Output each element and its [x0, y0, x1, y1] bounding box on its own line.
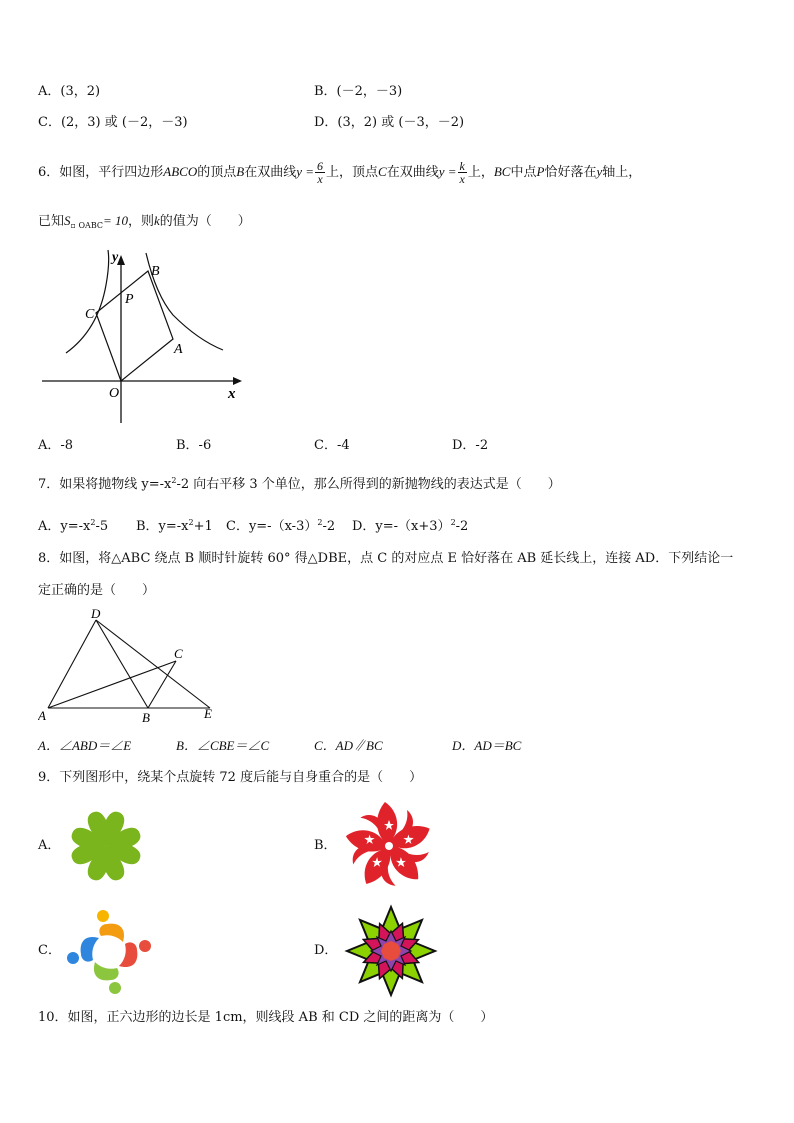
- bauhinia-flower-icon: [340, 798, 438, 892]
- fig6-label-a: A: [174, 342, 183, 357]
- q9-option-d-label: D．: [314, 943, 338, 958]
- q9-option-c-label: C．: [38, 943, 61, 958]
- q6-figure: [38, 245, 260, 423]
- q6-option-b: B．-6: [176, 438, 212, 453]
- q6-eq2-lhs: y =: [438, 164, 457, 179]
- q9-option-a-label: A．: [38, 838, 61, 853]
- q6-text: 轴上，: [602, 165, 642, 180]
- q5-option-b: B．(－2，－3): [314, 84, 403, 99]
- q7-option-c: C．$y=-(x-3)^2-2$: [226, 518, 336, 534]
- q6-fraction-6-over-x: $\frac{6}{x}$: [317, 159, 324, 186]
- q8-option-d: D．AD＝BC: [452, 738, 522, 753]
- q6-text: 6．如图，平行四边形: [38, 165, 164, 180]
- q6-text: 的值为（ ）: [159, 214, 251, 229]
- q6-option-a: A．-8: [38, 438, 74, 453]
- fig6-label-p: P: [125, 292, 134, 307]
- q6-text: 的顶点: [197, 165, 237, 180]
- q9-stem: 9．下列图形中，绕某个点旋转 72 度后能与自身重合的是（ ）: [38, 770, 423, 785]
- fig8-label-e: E: [204, 706, 212, 721]
- q10-stem: 10．如图，正六边形的边长是 1cm，则线段 AB 和 CD 之间的距离为（ ）: [38, 1010, 494, 1025]
- q6-stem-line1: [38, 160, 641, 185]
- q6-var-bc: BC: [493, 164, 511, 179]
- q6-option-d: D．-2: [452, 438, 489, 453]
- q6-var-b: B: [236, 164, 245, 179]
- q6-fraction-k-over-x: $\frac{k}{x}$: [459, 159, 465, 186]
- fig6-label-o: O: [109, 386, 120, 401]
- four-leaf-clover-icon: [62, 806, 152, 888]
- q7-stem: 7．如果将抛物线 $y=-x^2-2$ 向右平移 3 个单位，那么所得到的新抛物线的表达式是（ ）: [38, 476, 561, 492]
- fig8-label-b: B: [142, 710, 150, 725]
- q6-var-y: y: [596, 164, 603, 179]
- q7-option-a: A．$y=-x^2-5$: [38, 518, 109, 534]
- fig6-label-x: x: [228, 386, 236, 402]
- q5-option-c: C．(2，3) 或 (－2，－3): [38, 115, 188, 130]
- q8-figure: [38, 606, 218, 726]
- q5-option-a: A．(3，2): [38, 84, 101, 99]
- q6-text: 上，顶点: [326, 165, 379, 180]
- q6-var-p: P: [536, 164, 545, 179]
- q6-text: 上，: [467, 165, 494, 180]
- q9-option-b-label: B．: [314, 838, 337, 853]
- q6-text: 中点: [510, 165, 537, 180]
- q6-text: 恰好落在: [544, 165, 597, 180]
- q6-area-subscript: ▫ OABC: [70, 221, 103, 230]
- q8-option-c: C．AD∥BC: [314, 738, 383, 753]
- q6-var-k: k: [154, 213, 160, 228]
- people-pinwheel-icon: [64, 906, 154, 996]
- q6-text: 已知: [38, 214, 65, 229]
- q6-text: ，则: [128, 214, 155, 229]
- q6-area-value: = 10: [102, 213, 128, 228]
- q5-option-d: D．(3，2) 或 (－3，－2): [314, 115, 465, 130]
- q8-stem-line2: 定正确的是（ ）: [38, 583, 156, 598]
- fig6-label-c: C: [85, 307, 95, 322]
- fig6-label-y: y: [112, 250, 119, 265]
- q6-var-c: C: [378, 164, 387, 179]
- q6-option-c: C．-4: [314, 438, 350, 453]
- q8-stem-line1: 8．如图，将△ABC 绕点 B 顺时针旋转 60° 得△DBE，点 C 的对应点 E 恰好落在 AB 延长线上，连接 AD．下列结论一: [38, 551, 734, 566]
- q8-option-a: A．∠ABD＝∠E: [38, 738, 132, 753]
- q6-stem-line2: [38, 213, 251, 234]
- q6-eq1-lhs: y =: [296, 164, 315, 179]
- fig6-label-b: B: [151, 264, 160, 279]
- q6-text: 在双曲线: [386, 165, 439, 180]
- q8-option-b: B．∠CBE＝∠C: [176, 738, 270, 753]
- q6-text: 在双曲线: [244, 165, 297, 180]
- q6-abco: ABCO: [163, 164, 198, 179]
- fig8-label-d: D: [91, 606, 101, 621]
- fig8-label-c: C: [174, 646, 183, 661]
- q7-option-d: D．$y=-(x+3)^2-2$: [352, 518, 469, 534]
- star-mandala-icon: [344, 904, 438, 998]
- q6-area-s: S: [64, 213, 71, 228]
- q7-option-b: B．$y=-x^2+1$: [136, 518, 213, 534]
- fig8-label-a: A: [38, 708, 46, 723]
